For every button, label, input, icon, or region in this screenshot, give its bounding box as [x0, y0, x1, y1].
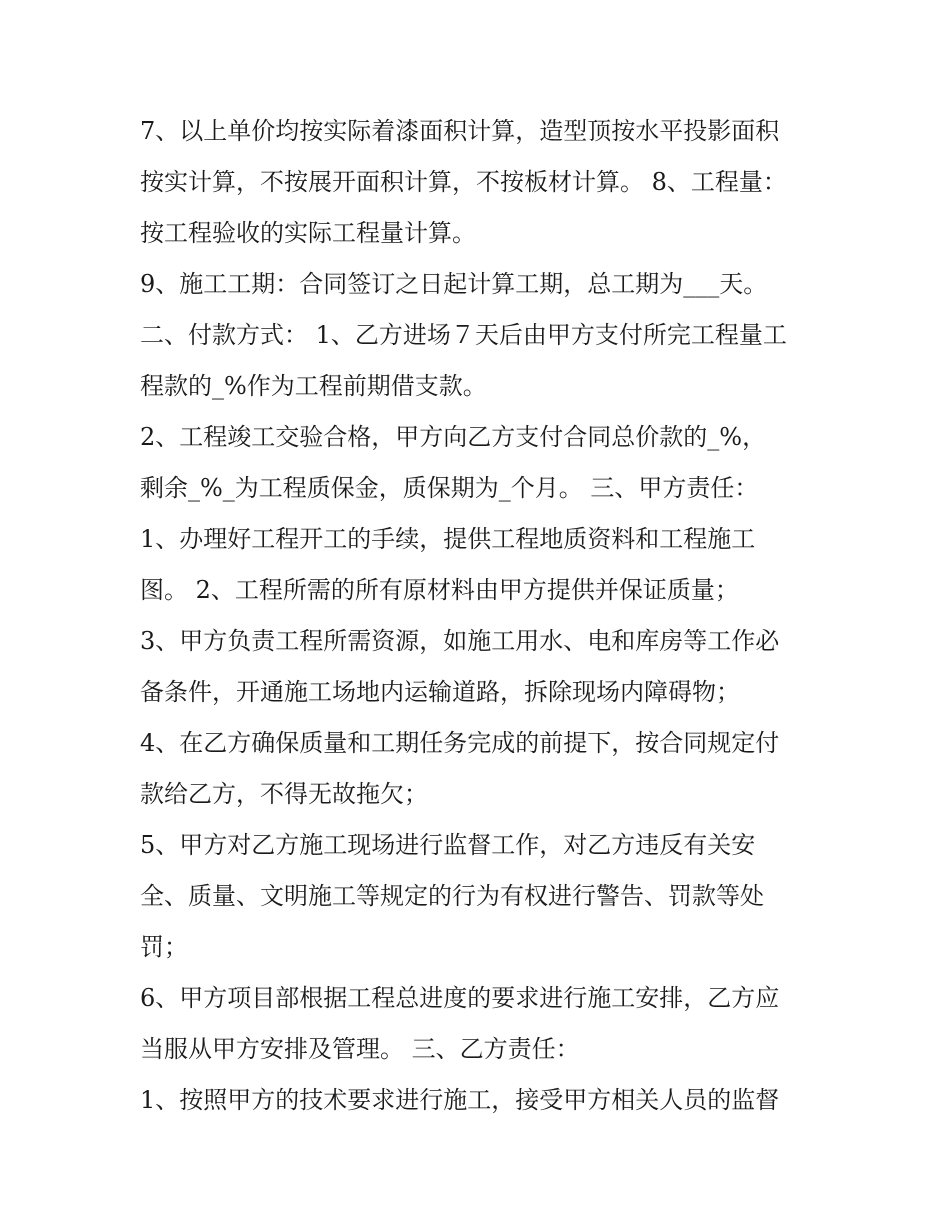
text-line: 7、以上单价均按实际着漆面积计算，造型顶按水平投影面积 [140, 117, 780, 145]
text-line: 5、甲方对乙方施工现场进行监督工作，对乙方违反有关安 [140, 831, 756, 859]
text-line: 图。 2、工程所需的所有原材料由甲方提供并保证质量； [140, 576, 739, 604]
text-line: 6、甲方项目部根据工程总进度的要求进行施工安排，乙方应 [140, 984, 780, 1012]
text-line: 按实计算，不按展开面积计算，不按板材计算。 8、工程量： [140, 168, 787, 196]
text-line: 全、质量、文明施工等规定的行为有权进行警告、罚款等处 [140, 882, 764, 910]
text-line: 按工程验收的实际工程量计算。 [140, 219, 476, 247]
text-line: 9、施工工期：合同签订之日起计算工期，总工期为___天。 [140, 270, 768, 298]
text-line: 备条件，开通施工场地内运输道路，拆除现场内障碍物； [140, 678, 740, 706]
text-line: 程款的_%作为工程前期借支款。 [140, 372, 487, 400]
text-line: 罚； [140, 933, 188, 961]
text-line: 2、工程竣工交验合格，甲方向乙方支付合同总价款的_%， [140, 423, 767, 451]
text-line: 当服从甲方安排及管理。 三、乙方责任： [140, 1035, 580, 1063]
text-line: 剩余_%_为工程质保金，质保期为_个月。 三、甲方责任： [140, 474, 759, 502]
text-line: 1、办理好工程开工的手续，提供工程地质资料和工程施工 [140, 525, 756, 553]
text-line: 二、付款方式： 1、乙方进场７天后由甲方支付所完工程量工 [140, 321, 787, 349]
text-line: 1、按照甲方的技术要求进行施工，接受甲方相关人员的监督 [140, 1086, 780, 1114]
text-line: 3、甲方负责工程所需资源，如施工用水、电和库房等工作必 [140, 627, 780, 655]
contract-text [140, 106, 820, 1126]
text-line: 4、在乙方确保质量和工期任务完成的前提下，按合同规定付 [140, 729, 780, 757]
text-line: 款给乙方，不得无故拖欠； [140, 780, 428, 808]
